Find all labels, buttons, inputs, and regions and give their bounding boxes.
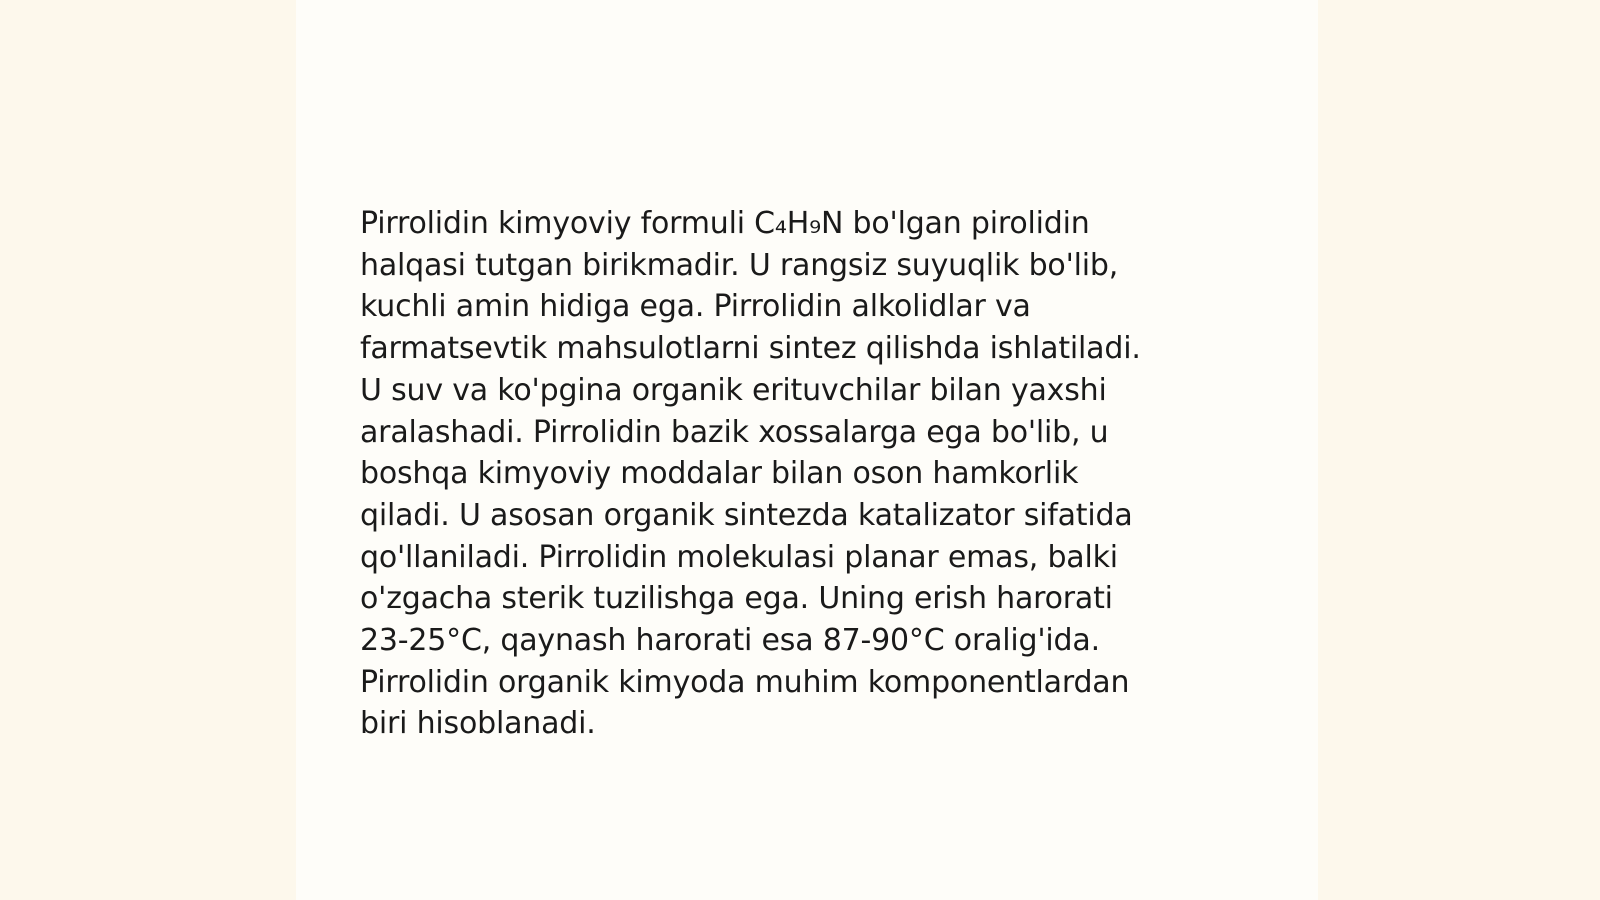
paragraph-line: boshqa kimyoviy moddalar bilan oson hamkorlik — [360, 456, 1079, 492]
document-page — [296, 0, 1318, 900]
paragraph-line: farmatsevtik mahsulotlarni sintez qilishda ishlatiladi. — [360, 331, 1141, 367]
paragraph-line: biri hisoblanadi. — [360, 706, 596, 742]
paragraph-line: Pirrolidin organik kimyoda muhim komponentlardan — [360, 664, 1130, 700]
paragraph-line: U suv va ko'pgina organik erituvchilar bilan yaxshi — [360, 372, 1107, 408]
paragraph-line: kuchli amin hidiga ega. Pirrolidin alkolidlar va — [360, 289, 1031, 325]
paragraph-line: qiladi. U asosan organik sintezda katalizator sifatida — [360, 497, 1133, 533]
paragraph-line: halqasi tutgan birikmadir. U rangsiz suyuqlik bo'lib, — [360, 247, 1119, 283]
paragraph-line: 23-25°C, qaynash harorati esa 87-90°C oralig'ida. — [360, 623, 1100, 659]
paragraph-line: aralashadi. Pirrolidin bazik xossalarga ega bo'lib, u — [360, 414, 1109, 450]
body-paragraph — [360, 203, 1260, 745]
paragraph-line: qo'llaniladi. Pirrolidin molekulasi planar emas, balki — [360, 539, 1118, 575]
paragraph-line: o'zgacha sterik tuzilishga ega. Uning erish harorati — [360, 581, 1113, 617]
paragraph-line: Pirrolidin kimyoviy formuli C₄H₉N bo'lgan pirolidin — [360, 206, 1090, 241]
